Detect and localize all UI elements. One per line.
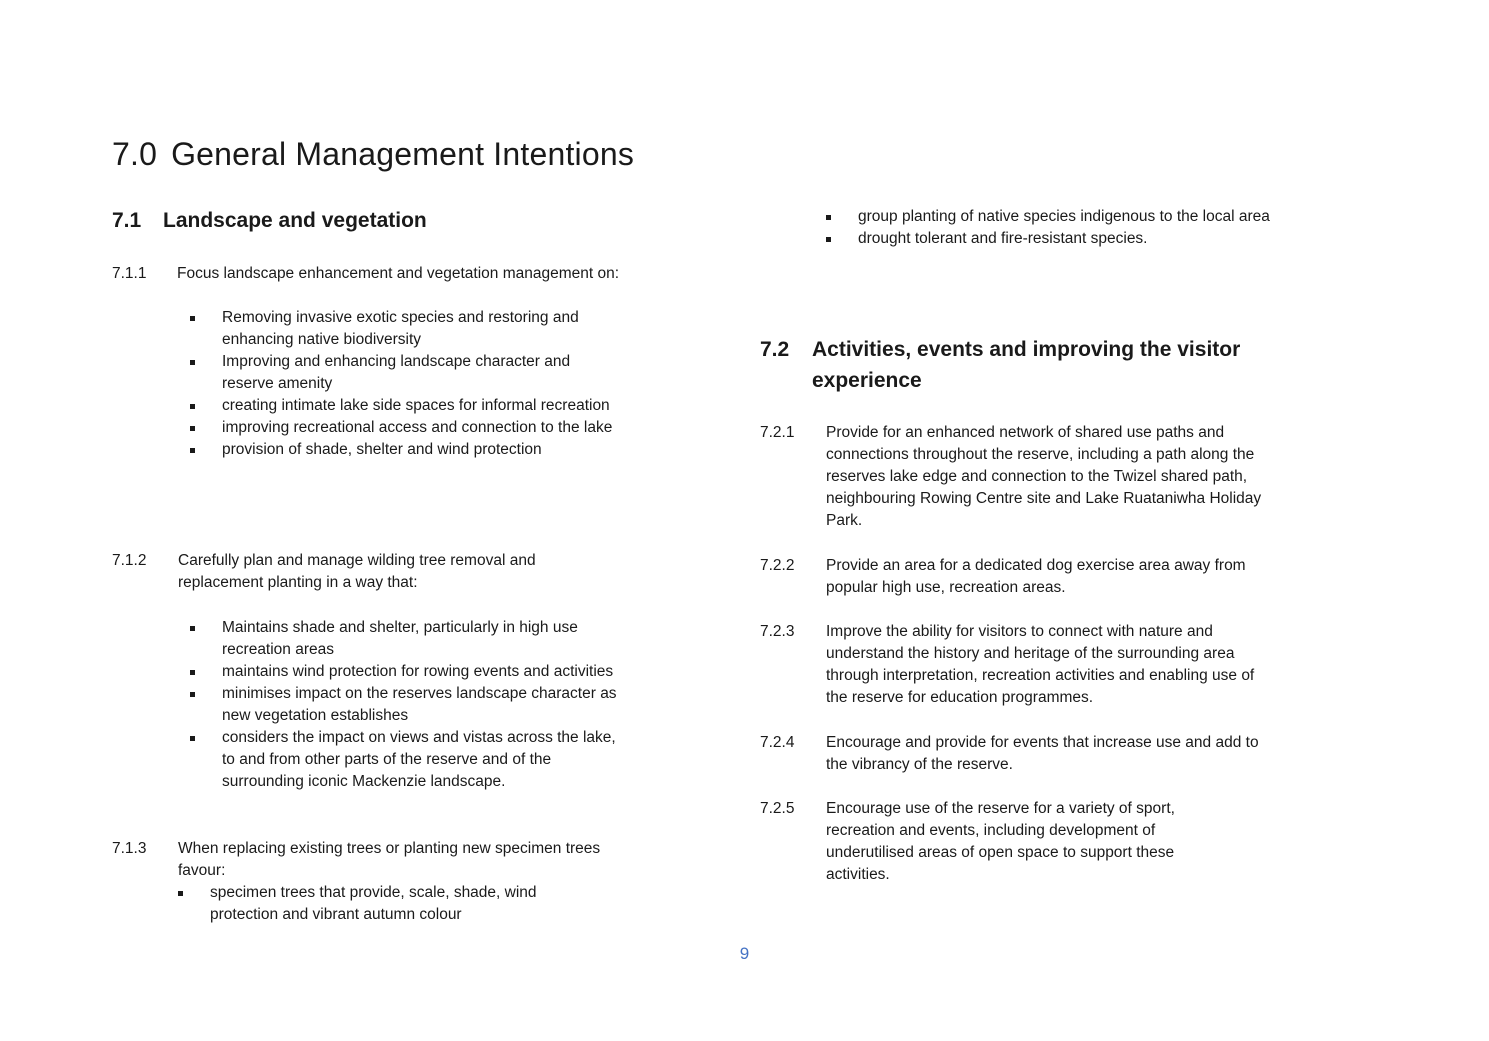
clause-7-2-4 [760, 732, 1280, 776]
clause-text: Provide for an enhanced network of shared use paths and connections throughout the reserve, including a path along the reserves lake edge and connection to the Twizel shared path, neighbouring Rowing Centre site and Lake Ruataniwha Holiday Park. [826, 424, 1262, 529]
clause-7-2-2 [760, 555, 1280, 599]
clause-number: 7.1.2 [112, 552, 147, 569]
clause-number: 7.1.3 [112, 840, 147, 857]
section-title: Landscape and vegetation [163, 209, 427, 232]
page-title-text: General Management Intentions [171, 136, 635, 172]
clause-number: 7.1.1 [112, 265, 147, 282]
list-item: maintains wind protection for rowing events and activities [190, 661, 620, 683]
page-title-number: 7.0 [112, 136, 158, 172]
bullet-list-7-1-2 [190, 617, 620, 793]
clause-7-2-1 [760, 422, 1280, 532]
clause-number: 7.2.2 [760, 557, 795, 574]
section-number: 7.1 [112, 209, 142, 232]
list-item: considers the impact on views and vistas across the lake, to and from other parts of the reserve and of the surrounding iconic Mackenzie landscape. [190, 727, 620, 793]
clause-text: Provide an area for a dedicated dog exercise area away from popular high use, recreation areas. [826, 557, 1246, 596]
clause-text: Improve the ability for visitors to connect with nature and understand the history and heritage of the surrounding area through interpretation, recreation activities and enabling use of the reserve for education programmes. [826, 623, 1255, 706]
page-number: 9 [739, 944, 750, 963]
list-item: group planting of native species indigenous to the local area [826, 206, 1276, 228]
clause-number: 7.2.4 [760, 734, 795, 751]
clause-number: 7.2.1 [760, 424, 795, 441]
section-heading-7-1 [112, 206, 427, 236]
clause-text: When replacing existing trees or planting new specimen trees favour: [178, 840, 601, 879]
clause-7-2-5 [760, 798, 1220, 886]
bullet-list-7-1-1 [190, 307, 620, 461]
clause-text: Focus landscape enhancement and vegetation management on: [177, 265, 620, 282]
clause-7-2-3 [760, 621, 1280, 709]
list-item: provision of shade, shelter and wind protection [190, 439, 620, 461]
section-number: 7.2 [760, 338, 790, 361]
section-heading-7-2 [760, 334, 1280, 396]
list-item: improving recreational access and connection to the lake [190, 417, 620, 439]
clause-number: 7.2.5 [760, 800, 795, 817]
page-title [112, 136, 634, 173]
clause-text: Carefully plan and manage wilding tree removal and replacement planting in a way that: [178, 552, 536, 591]
list-item: minimises impact on the reserves landscape character as new vegetation establishes [190, 683, 620, 727]
list-item: drought tolerant and fire-resistant species. [826, 228, 1276, 250]
list-item: Improving and enhancing landscape character and reserve amenity [190, 351, 620, 395]
bullet-list-7-1-3a [178, 882, 608, 926]
clause-text: Encourage and provide for events that increase use and add to the vibrancy of the reserve. [826, 734, 1259, 773]
list-item: Removing invasive exotic species and restoring and enhancing native biodiversity [190, 307, 620, 351]
list-item: creating intimate lake side spaces for informal recreation [190, 395, 620, 417]
list-item: specimen trees that provide, scale, shade, wind protection and vibrant autumn colour [178, 882, 608, 926]
clause-7-1-3 [112, 838, 612, 882]
clause-7-1-2 [112, 550, 602, 594]
clause-number: 7.2.3 [760, 623, 795, 640]
bullet-list-7-1-3b [826, 206, 1276, 250]
clause-text: Encourage use of the reserve for a variety of sport, recreation and events, including development of underutilised areas of open space to support these activities. [826, 800, 1175, 883]
clause-7-1-1 [112, 263, 624, 285]
section-title: Activities, events and improving the visitor experience [812, 338, 1241, 392]
list-item: Maintains shade and shelter, particularly in high use recreation areas [190, 617, 620, 661]
